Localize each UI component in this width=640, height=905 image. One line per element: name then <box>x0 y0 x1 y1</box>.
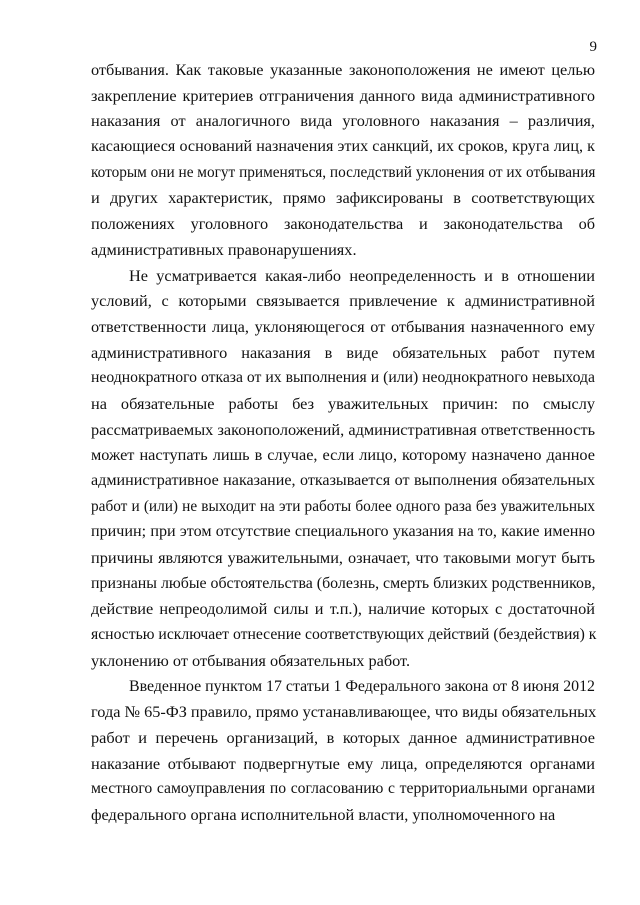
page-number: 9 <box>589 39 597 55</box>
text-line: Не усматривается какая-либо неопределенность и в отношении <box>129 265 595 285</box>
text-line: отбывания. Как таковые указанные законоположения не имеют целью <box>91 60 595 79</box>
text-line: ответственности лица, уклоняющегося от отбывания назначенного ему <box>91 316 595 336</box>
text-line: административного наказания в виде обязательных работ путем <box>91 342 595 362</box>
text-line: неоднократного отказа от их выполнения и (или) неоднократного невыхода <box>91 369 595 387</box>
paragraph <box>91 674 595 828</box>
text-line: которым они не могут применяться, последствий уклонения от их отбывания <box>91 163 596 181</box>
text-line: наказания от аналогичного вида уголовного наказания – различия, <box>91 111 595 131</box>
text-line: может наступать лишь в случае, если лицо, которому назначено данное <box>91 445 595 465</box>
text-line: закрепление критериев отграничения данного вида административного <box>91 85 595 105</box>
text-line: касающиеся оснований назначения этих санкций, их сроков, круга лиц, к <box>91 138 595 156</box>
text-line: ясностью исключает отнесение соответствующих действий (бездействия) к <box>91 626 597 644</box>
text-line: действие непреодолимой силы и т.п.), наличие которых с достаточной <box>91 599 595 619</box>
text-line: причин; при этом отсутствие специального указания на то, какие именно <box>91 523 595 541</box>
paragraph <box>91 57 595 263</box>
text-line: года № 65-ФЗ правило, прямо устанавливающее, что виды обязательных <box>91 702 597 722</box>
body-text <box>91 57 595 828</box>
text-line: уклонению от отбывания обязательных работ. <box>91 650 411 670</box>
text-line: и других характеристик, прямо зафиксированы в соответствующих <box>91 188 595 208</box>
text-line: признаны любые обстоятельства (болезнь, смерть близких родственников, <box>91 574 596 592</box>
text-line: положениях уголовного законодательства и законодательства об <box>91 214 595 234</box>
text-line: федерального органа исполнительной власти, уполномоченного на <box>91 804 556 824</box>
text-line: местного самоуправления по согласованию с территориальными органами <box>91 780 595 798</box>
text-line: административное наказание, отказывается от выполнения обязательных <box>91 472 595 489</box>
text-line: Введенное пунктом 17 статьи 1 Федерального закона от 8 июня 2012 <box>129 677 595 695</box>
text-line: условий, с которыми связывается привлечение к административной <box>91 291 595 311</box>
text-line: работ и (или) не выходит на эти работы более одного раза без уважительных <box>91 497 595 515</box>
text-line: на обязательные работы без уважительных причин: по смыслу <box>91 393 595 413</box>
text-line: административных правонарушениях. <box>91 239 357 259</box>
text-line: наказание отбывают подвергнутые ему лица, определяются органами <box>91 753 595 773</box>
text-line: работ и перечень организаций, в которых данное административное <box>91 727 595 747</box>
paragraph <box>91 263 595 674</box>
text-line: рассматриваемых законоположений, административная ответственность <box>91 419 595 439</box>
text-line: причины являются уважительными, означает, что таковыми могут быть <box>91 548 595 568</box>
